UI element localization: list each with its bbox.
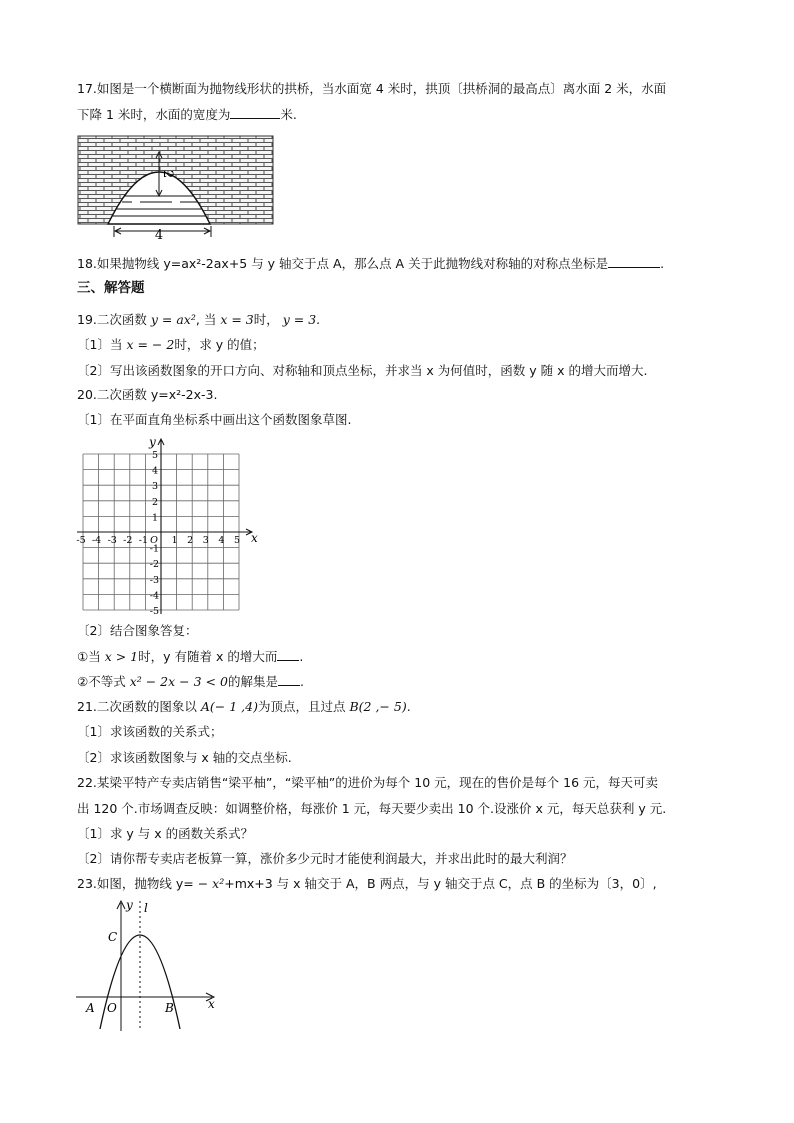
q21-stem	[77, 698, 411, 716]
point-a-label: A	[86, 1001, 95, 1015]
grid-y-tick: 1	[151, 512, 158, 524]
grid-x-tick: -5	[76, 535, 86, 546]
q22-line2: 出 120 个.市场调查反映：如调整价格，每涨价 1 元，每天要少卖出 10 个.设涨价 x 元，每天总获利 y 元.	[77, 801, 667, 816]
grid-y-tick: 2	[151, 496, 158, 508]
q17-answer-blank	[230, 106, 280, 119]
q22-part2: 〔2〕请你帮专卖店老板算一算，涨价多少元时才能使利润最大，并求出此时的最大利润？	[77, 851, 573, 866]
q18-line	[77, 255, 664, 273]
q19-text-a: 19.二次函数	[77, 312, 147, 327]
q17-line2	[77, 106, 297, 124]
q23-stem	[77, 875, 657, 893]
q21-vertex: A(− 1 ,4)	[200, 699, 258, 714]
q20-sub2-a: ②不等式	[77, 674, 126, 689]
q20-sub2	[77, 673, 304, 691]
grid-y-tick: -1	[149, 543, 159, 555]
q20-sub2-b: 的解集是	[227, 674, 278, 689]
q18-answer-blank	[608, 255, 660, 268]
origin-label: O	[107, 1001, 117, 1015]
q21-text-a: 21.二次函数的图象以	[77, 699, 197, 714]
width-label: 4	[154, 228, 164, 243]
grid-x-tick: -1	[138, 535, 149, 546]
point-b-label: B	[165, 1001, 174, 1015]
grid-x-tick: 2	[187, 535, 194, 546]
q23-text-b: +mx+3 与 x 轴交于 A，B 两点，与 y 轴交于点 C，点 B 的坐标为〔3，0〕,	[224, 876, 657, 891]
q20-sub1-b: 时，y 有随着 x 的增大而	[138, 649, 278, 664]
grid-x-tick: 5	[233, 535, 241, 546]
q19-condition-x: x = 3	[220, 312, 254, 327]
q19-text-c: 时，	[253, 312, 279, 327]
q17-line1: 17.如图是一个横断面为抛物线形状的拱桥，当水面宽 4 米时，拱顶〔拱桥洞的最高点〕离水面 2 米，水面	[77, 81, 667, 96]
grid-y-tick: 4	[151, 465, 158, 477]
q21-point: B(2 ,− 5).	[349, 699, 411, 714]
q19-part1	[77, 336, 265, 354]
q20-sub2-blank	[278, 673, 300, 686]
grid-x-tick: -4	[91, 535, 102, 546]
fig-l-label: l	[144, 901, 148, 915]
grid-y-tick: 3	[151, 481, 158, 493]
q19-part1-b: 时，求 y 的值；	[174, 337, 265, 352]
grid-x-label: x	[251, 531, 258, 545]
q19-formula: y = ax²	[150, 312, 196, 327]
grid-y-tick: -3	[149, 574, 159, 586]
q17-line2-text: 下降 1 米时，水面的宽度为	[77, 107, 231, 122]
grid-x-tick: -3	[107, 535, 117, 546]
q19-text-b: , 当	[195, 312, 217, 327]
q23-parabola-figure	[74, 895, 224, 1035]
q20-sub2-end: .	[299, 674, 304, 689]
grid-x-tick: 1	[171, 535, 178, 546]
grid-y-tick: -4	[149, 590, 159, 602]
grid-y-tick: -5	[149, 606, 159, 617]
q18-end: .	[660, 256, 665, 271]
grid-x-tick: 3	[202, 535, 209, 546]
q22-part1: 〔1〕求 y 与 x 的函数关系式？	[77, 826, 254, 841]
q21-text-b: 为顶点，且过点	[257, 699, 346, 714]
q18-text: 18.如果抛物线 y=ax²-2ax+5 与 y 轴交于点 A，那么点 A 关于此抛物线对称轴的对称点坐标是	[77, 256, 609, 271]
q19-part1-expr: x = − 2	[126, 337, 175, 352]
q21-part1: 〔1〕求该函数的关系式；	[77, 724, 223, 739]
fig-x-label: x	[208, 997, 215, 1011]
grid-y-tick: -2	[149, 559, 159, 571]
q19-part1-a: 〔1〕当	[77, 337, 123, 352]
q20-sub1-end: .	[299, 649, 304, 664]
q19-part2: 〔2〕写出该函数图象的开口方向、对称轴和顶点坐标，并求当 x 为何值时，函数 y 随 x 的增大而增大.	[77, 363, 648, 378]
q20-sub2-expr: x² − 2x − 3 < 0	[129, 674, 228, 689]
q21-part2: 〔2〕求该函数图象与 x 轴的交点坐标.	[77, 750, 292, 765]
q20-part2: 〔2〕结合图象答复：	[77, 623, 198, 638]
q20-sub1-a: ①当	[77, 649, 101, 664]
fig-y-label: y	[126, 898, 133, 912]
grid-x-tick: O	[150, 535, 158, 546]
coordinate-grid	[75, 432, 265, 617]
q17-line2-end: 米.	[280, 107, 297, 122]
q20-sub1-blank	[277, 648, 299, 661]
point-c-label: C	[108, 930, 118, 944]
q19-condition-y: y = 3.	[282, 312, 321, 327]
section-heading: 三、解答题	[77, 280, 145, 296]
q20-part1: 〔1〕在平面直角坐标系中画出这个函数图象草图.	[77, 412, 352, 427]
grid-y-tick: 5	[151, 450, 158, 461]
height-label: 2	[160, 170, 175, 179]
grid-x-tick: 4	[218, 535, 225, 546]
grid-y-label: y	[149, 435, 156, 449]
q22-line1: 22.某梁平特产专卖店销售“梁平柚”，“梁平柚”的进价为每个 10 元，现在的售价是每个 16 元，每天可卖	[77, 775, 658, 790]
q20-sub1	[77, 648, 303, 666]
q23-text-a: 23.如图，抛物线 y=	[77, 876, 194, 891]
q19-stem	[77, 311, 320, 329]
grid-x-tick: -2	[123, 535, 133, 546]
q23-expr: − x²	[197, 876, 225, 891]
q20-sub1-expr: x > 1	[104, 649, 139, 664]
arch-bridge-figure	[76, 134, 276, 242]
q20-stem: 20.二次函数 y=x²-2x-3.	[77, 387, 218, 402]
